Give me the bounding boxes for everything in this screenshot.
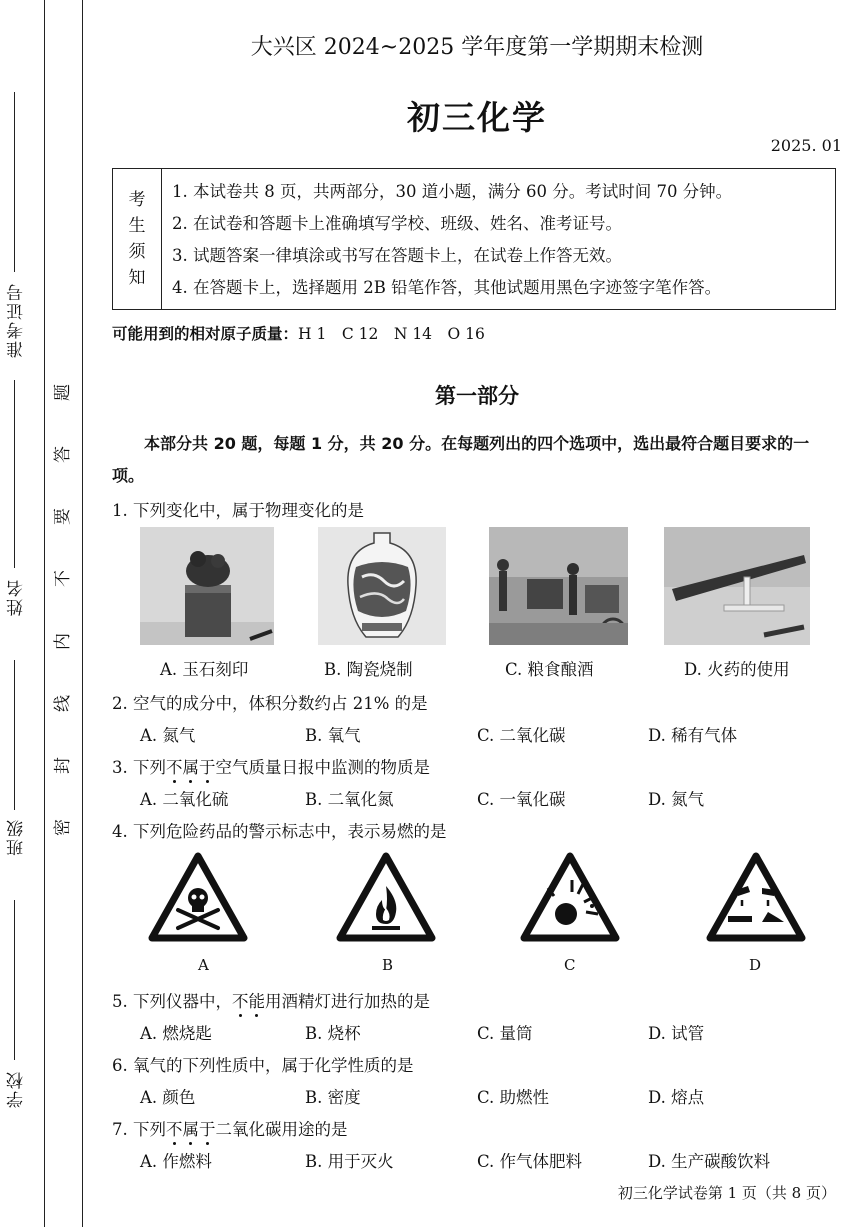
subject-title: 初三化学	[407, 98, 547, 137]
question-3-stem-post: 空气质量日报中监测的物质是	[215, 758, 430, 777]
seal-char: 题	[53, 384, 73, 401]
part-description: 本部分共 20 题，每题 1 分，共 20 分。在每题列出的四个选项中，选出最符合题目要求的一项。	[112, 434, 810, 485]
seal-char: 内	[53, 632, 73, 650]
question-5-stem-pre: 5. 下列仪器中，	[112, 992, 232, 1011]
notice-label-char: 生	[128, 216, 146, 236]
question-3-stem-pre: 3. 下列	[112, 758, 166, 777]
margin-fill-line	[14, 660, 15, 810]
question-7-stem	[112, 1116, 348, 1140]
notice-items	[162, 169, 732, 309]
toxic-warning-sign-icon	[148, 852, 248, 944]
question-5-option-a: A. 燃烧匙	[140, 1024, 212, 1043]
question-1-option-d: D. 火药的使用	[684, 660, 790, 679]
exam-date: 2025. 01	[770, 136, 842, 155]
question-3-option-a: A. 二氧化硫	[140, 790, 229, 809]
question-2-option-b: B. 氧气	[305, 726, 361, 745]
question-6-option-a: A. 颜色	[140, 1088, 196, 1107]
emphasis-char: 属	[182, 758, 199, 777]
emphasis-char: 能	[248, 992, 265, 1011]
seal-char: 要	[53, 508, 73, 526]
margin-field-class: 班级	[7, 818, 27, 856]
seal-line-text	[52, 380, 73, 840]
seal-char: 密	[53, 818, 73, 836]
question-4-option-b: B	[382, 956, 394, 974]
atomic-mass-values: H 1 C 12 N 14 O 16	[298, 325, 485, 343]
margin-fill-line	[14, 900, 15, 1060]
exam-title: 大兴区 2024~2025 学年度第一学期期末检测	[250, 35, 704, 60]
question-6-option-b: B. 密度	[305, 1088, 361, 1107]
emphasis-char: 属	[182, 1120, 199, 1139]
question-7-stem-pre: 7. 下列	[112, 1120, 166, 1139]
page-footer: 初三化学试卷第 1 页（共 8 页）	[617, 1184, 836, 1202]
emphasis-char: 不	[166, 1120, 183, 1139]
question-5-stem-post: 用酒精灯进行加热的是	[265, 992, 430, 1011]
question-7-option-b: B. 用于灭火	[305, 1152, 394, 1171]
emphasis-char: 不	[232, 992, 249, 1011]
question-3-option-b: B. 二氧化氮	[305, 790, 394, 809]
notice-label-char: 须	[128, 242, 146, 262]
porcelain-vase-image	[318, 527, 446, 645]
question-7-option-a: A. 作燃料	[140, 1152, 212, 1171]
seal-char: 封	[53, 756, 73, 774]
flammable-warning-sign-icon	[336, 852, 436, 944]
notice-item: 4. 在答题卡上，选择题用 2B 铅笔作答，其他试题用黑色字迹签字笔作答。	[172, 278, 722, 297]
question-4-option-d: D	[749, 956, 762, 974]
margin-field-name: 姓名	[7, 578, 27, 616]
question-6-option-d: D. 熔点	[648, 1088, 705, 1107]
question-3-option-c: C. 一氧化碳	[477, 790, 566, 809]
question-7-stem-post: 二氧化碳用途的是	[215, 1120, 348, 1139]
question-1-option-b: B. 陶瓷烧制	[324, 660, 413, 679]
question-1-option-a: A. 玉石刻印	[160, 660, 249, 679]
atomic-mass-label: 可能用到的相对原子质量：	[112, 325, 299, 343]
question-2-stem: 2. 空气的成分中，体积分数约占 21% 的是	[112, 694, 428, 713]
question-6-stem: 6. 氧气的下列性质中，属于化学性质的是	[112, 1056, 414, 1075]
emphasis-char: 于	[199, 1120, 216, 1139]
question-6-option-c: C. 助燃性	[477, 1088, 550, 1107]
question-7-option-c: C. 作气体肥料	[477, 1152, 583, 1171]
question-2-option-c: C. 二氧化碳	[477, 726, 566, 745]
question-1-option-c: C. 粮食酿酒	[505, 660, 594, 679]
margin-field-exam-number: 准考证号	[7, 282, 27, 358]
margin-field-school: 学校	[7, 1070, 27, 1108]
brewing-scene-image	[489, 527, 628, 645]
question-4-option-a: A	[198, 956, 209, 974]
part-title: 第一部分	[435, 383, 519, 408]
seal-char: 答	[53, 446, 73, 464]
binding-line-inner	[82, 0, 83, 1227]
question-1-stem: 1. 下列变化中，属于物理变化的是	[112, 501, 364, 520]
notice-item: 1. 本试卷共 8 页，共两部分，30 道小题，满分 60 分。考试时间 70 分钟。	[172, 182, 733, 201]
notice-label	[113, 169, 162, 309]
question-5-option-b: B. 烧杯	[305, 1024, 361, 1043]
question-4-option-c: C	[564, 956, 576, 974]
question-5-option-d: D. 试管	[648, 1024, 705, 1043]
notice-label-char: 考	[128, 190, 146, 210]
atomic-mass-line	[112, 322, 485, 344]
seal-char: 不	[53, 570, 73, 588]
notice-label-char: 知	[128, 268, 146, 288]
emphasis-char: 不	[166, 758, 183, 777]
question-2-option-d: D. 稀有气体	[648, 726, 738, 745]
margin-fill-line	[14, 380, 15, 568]
question-5-stem	[112, 988, 430, 1012]
question-3-stem	[112, 754, 430, 778]
notice-item: 2. 在试卷和答题卡上准确填写学校、班级、姓名、准考证号。	[172, 214, 622, 233]
corrosive-warning-sign-icon	[706, 852, 806, 944]
seal-char: 线	[53, 694, 73, 712]
question-5-option-c: C. 量筒	[477, 1024, 533, 1043]
explosive-warning-sign-icon	[520, 852, 620, 944]
margin-fill-line	[14, 92, 15, 272]
question-2-option-a: A. 氮气	[140, 726, 196, 745]
question-3-option-d: D. 氮气	[648, 790, 705, 809]
binding-line-outer	[44, 0, 45, 1227]
notice-item: 3. 试题答案一律填涂或书写在答题卡上，在试卷上作答无效。	[172, 246, 622, 265]
emphasis-char: 于	[199, 758, 216, 777]
question-7-option-d: D. 生产碳酸饮料	[648, 1152, 771, 1171]
jade-seal-image	[140, 527, 274, 645]
cannon-image	[664, 527, 810, 645]
question-4-stem: 4. 下列危险药品的警示标志中，表示易燃的是	[112, 822, 447, 841]
candidate-notice	[112, 168, 836, 310]
